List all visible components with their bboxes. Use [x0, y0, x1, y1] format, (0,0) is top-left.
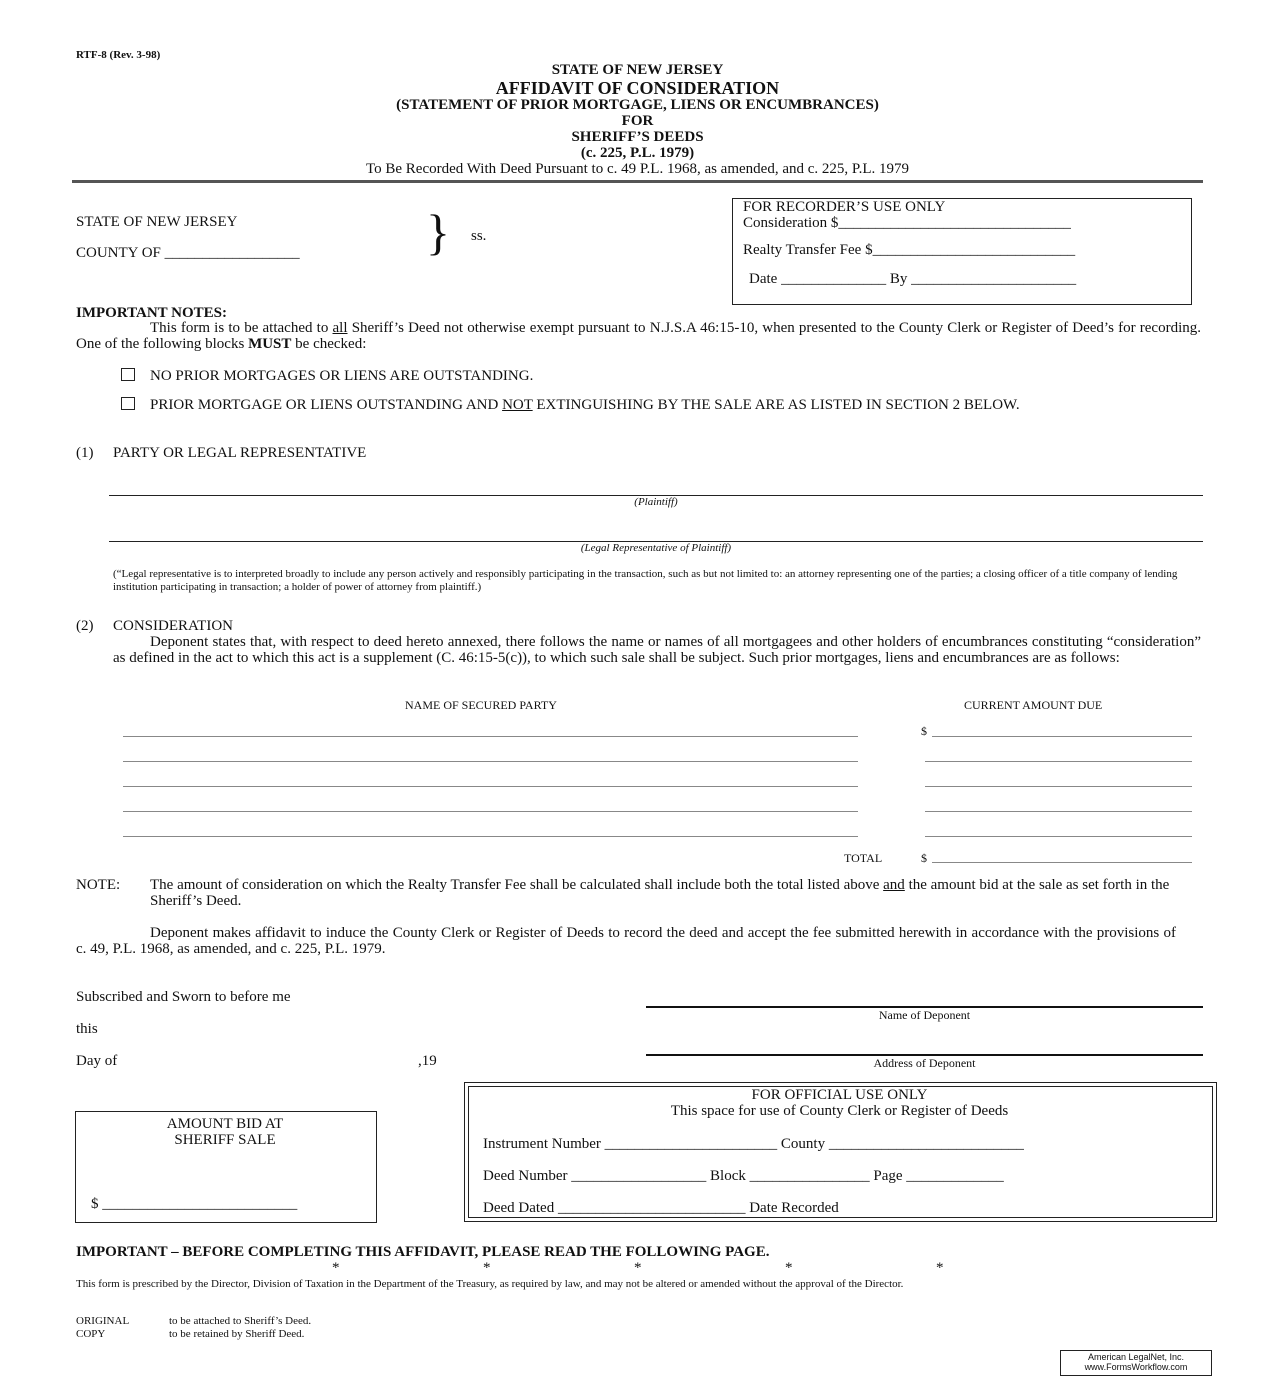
checkbox-no-prior[interactable] — [121, 368, 135, 381]
section2-title: CONSIDERATION — [113, 618, 233, 634]
amount-dollar: $ — [921, 724, 927, 738]
footer-copy-text: to be retained by Sheriff Deed. — [169, 1328, 305, 1340]
venue-county[interactable]: COUNTY OF __________________ — [76, 245, 300, 261]
notes-heading: IMPORTANT NOTES: — [76, 305, 228, 321]
plaintiff-caption: (Plaintiff) — [634, 496, 678, 508]
brand-line1: American LegalNet, Inc. — [1087, 1352, 1185, 1362]
official-subtitle: This space for use of County Clerk or Register of Deeds — [670, 1103, 1009, 1119]
section2-text: Deponent states that, with respect to deed hereto annexed, there follows the name or names of all mortgagees and other holders of encumbrances constituting “consideration” as defined in the act to which this act is a supplement (C. 46:15-5(c)), to which such sale shall be subject. Such prior mortgages, liens and encumbrances are as follows: — [113, 634, 1201, 666]
brace-symbol: } — [426, 204, 450, 260]
sworn-year: ,19 — [418, 1053, 437, 1069]
secured-party-line[interactable] — [123, 836, 858, 837]
note-text: The amount of consideration on which the Realty Transfer Fee shall be calculated shall include both the total listed above and the amount bid at the sale as set forth in the Sheriff’s Deed. — [150, 877, 1170, 909]
sworn-line1: Subscribed and Sworn to before me — [76, 989, 291, 1005]
total-label: TOTAL — [844, 851, 883, 865]
bid-title1: AMOUNT BID AT — [166, 1116, 284, 1132]
col-amount-due: CURRENT AMOUNT DUE — [964, 698, 1103, 712]
note-label: NOTE: — [76, 877, 121, 893]
brand-line2: www.FormsWorkflow.com — [1084, 1362, 1188, 1372]
header-subtitle: (STATEMENT OF PRIOR MORTGAGE, LIENS OR ENCUMBRANCES) — [396, 97, 879, 113]
amount-line[interactable] — [932, 736, 1192, 737]
secured-party-line[interactable] — [123, 786, 858, 787]
option-prior[interactable] — [121, 397, 135, 414]
amount-line[interactable] — [925, 811, 1192, 812]
amount-line[interactable] — [925, 836, 1192, 837]
venue-state: STATE OF NEW JERSEY — [76, 214, 238, 230]
recorder-title: FOR RECORDER’S USE ONLY — [743, 199, 946, 215]
header-law: (c. 225, P.L. 1979) — [580, 145, 695, 161]
official-row-dated[interactable]: Deed Dated _________________________ Date Recorded — [483, 1200, 839, 1216]
legal-rep-note: (“Legal representative is to interpreted broadly to include any person actively and responsibly participating in the transaction, such as but not limited to: an attorney representing one of the parties; a closing officer of a title company of lending institution participating in transaction; a holder of power of attorney from plaintiff.) — [113, 568, 1178, 593]
deponent-address-caption: Address of Deponent — [873, 1056, 976, 1070]
footer-prescribed: This form is prescribed by the Director, Division of Taxation in the Department of the Treasury, as required by law, and may not be altered or amended without the approval of the Director. — [76, 1278, 904, 1290]
deponent-text: Deponent makes affidavit to induce the County Clerk or Register of Deeds to record the deed and accept the fee submitted herewith in accordance with the provisions of c. 49, P.L. 1968, as amended, and c. 225, P.L. 1979. — [76, 925, 1176, 957]
star: * — [483, 1260, 491, 1276]
total-amount-line[interactable] — [932, 862, 1192, 863]
footer-important: IMPORTANT – BEFORE COMPLETING THIS AFFIDAVIT, PLEASE READ THE FOLLOWING PAGE. — [76, 1244, 770, 1260]
secured-party-line[interactable] — [123, 736, 858, 737]
footer-original-text: to be attached to Sheriff’s Deed. — [169, 1315, 312, 1327]
deponent-name-caption: Name of Deponent — [878, 1008, 971, 1022]
official-row-deed[interactable]: Deed Number __________________ Block ________________ Page _____________ — [483, 1168, 1004, 1184]
star: * — [936, 1260, 944, 1276]
official-title: FOR OFFICIAL USE ONLY — [751, 1087, 928, 1103]
recorder-consideration[interactable]: Consideration $_______________________________ — [743, 215, 1071, 231]
bid-amount[interactable]: $ __________________________ — [91, 1196, 298, 1212]
star: * — [332, 1260, 340, 1276]
header-divider — [72, 180, 1203, 183]
star: * — [785, 1260, 793, 1276]
option-no-prior[interactable] — [121, 368, 135, 385]
section1-title: PARTY OR LEGAL REPRESENTATIVE — [113, 445, 367, 461]
option-prior-label: PRIOR MORTGAGE OR LIENS OUTSTANDING AND NOT EXTINGUISHING BY THE SALE ARE AS LISTED IN SECTION 2 BELOW. — [150, 397, 1020, 413]
header-state: STATE OF NEW JERSEY — [551, 62, 724, 78]
official-row-instrument[interactable]: Instrument Number _______________________ County __________________________ — [483, 1136, 1024, 1152]
section1-num: (1) — [76, 445, 94, 461]
col-secured-party: NAME OF SECURED PARTY — [405, 698, 557, 712]
total-dollar: $ — [921, 851, 927, 865]
sworn-line2: this — [76, 1021, 98, 1037]
header-title: AFFIDAVIT OF CONSIDERATION — [495, 78, 780, 98]
header-recorded: To Be Recorded With Deed Pursuant to c. 49 P.L. 1968, as amended, and c. 225, P.L. 1979 — [366, 161, 909, 177]
footer-original-label: ORIGINAL — [76, 1315, 130, 1327]
header-deed-type: SHERIFF’S DEEDS — [571, 129, 704, 145]
venue-ss: ss. — [471, 228, 487, 244]
sworn-line3: Day of — [76, 1053, 118, 1069]
amount-line[interactable] — [925, 786, 1192, 787]
secured-party-line[interactable] — [123, 761, 858, 762]
recorder-fee[interactable]: Realty Transfer Fee $___________________________ — [743, 242, 1076, 258]
notes-paragraph: This form is to be attached to all Sheriff’s Deed not otherwise exempt pursuant to N.J.S.A 46:15-10, when presented to the County Clerk or Register of Deed’s for recording. One of the following blocks MUST be checked: — [76, 320, 1201, 352]
legal-rep-caption: (Legal Representative of Plaintiff) — [580, 542, 732, 554]
bid-title2: SHERIFF SALE — [174, 1132, 276, 1148]
secured-party-line[interactable] — [123, 811, 858, 812]
footer-copy-label: COPY — [76, 1328, 106, 1340]
option-no-prior-label: NO PRIOR MORTGAGES OR LIENS ARE OUTSTANDING. — [150, 368, 534, 384]
form-id: RTF-8 (Rev. 3-98) — [76, 49, 161, 61]
star: * — [634, 1260, 642, 1276]
section2-num: (2) — [76, 618, 94, 634]
checkbox-prior[interactable] — [121, 397, 135, 410]
recorder-date[interactable]: Date ______________ By ______________________ — [749, 271, 1077, 287]
header-for: FOR — [621, 113, 654, 129]
amount-line[interactable] — [925, 761, 1192, 762]
